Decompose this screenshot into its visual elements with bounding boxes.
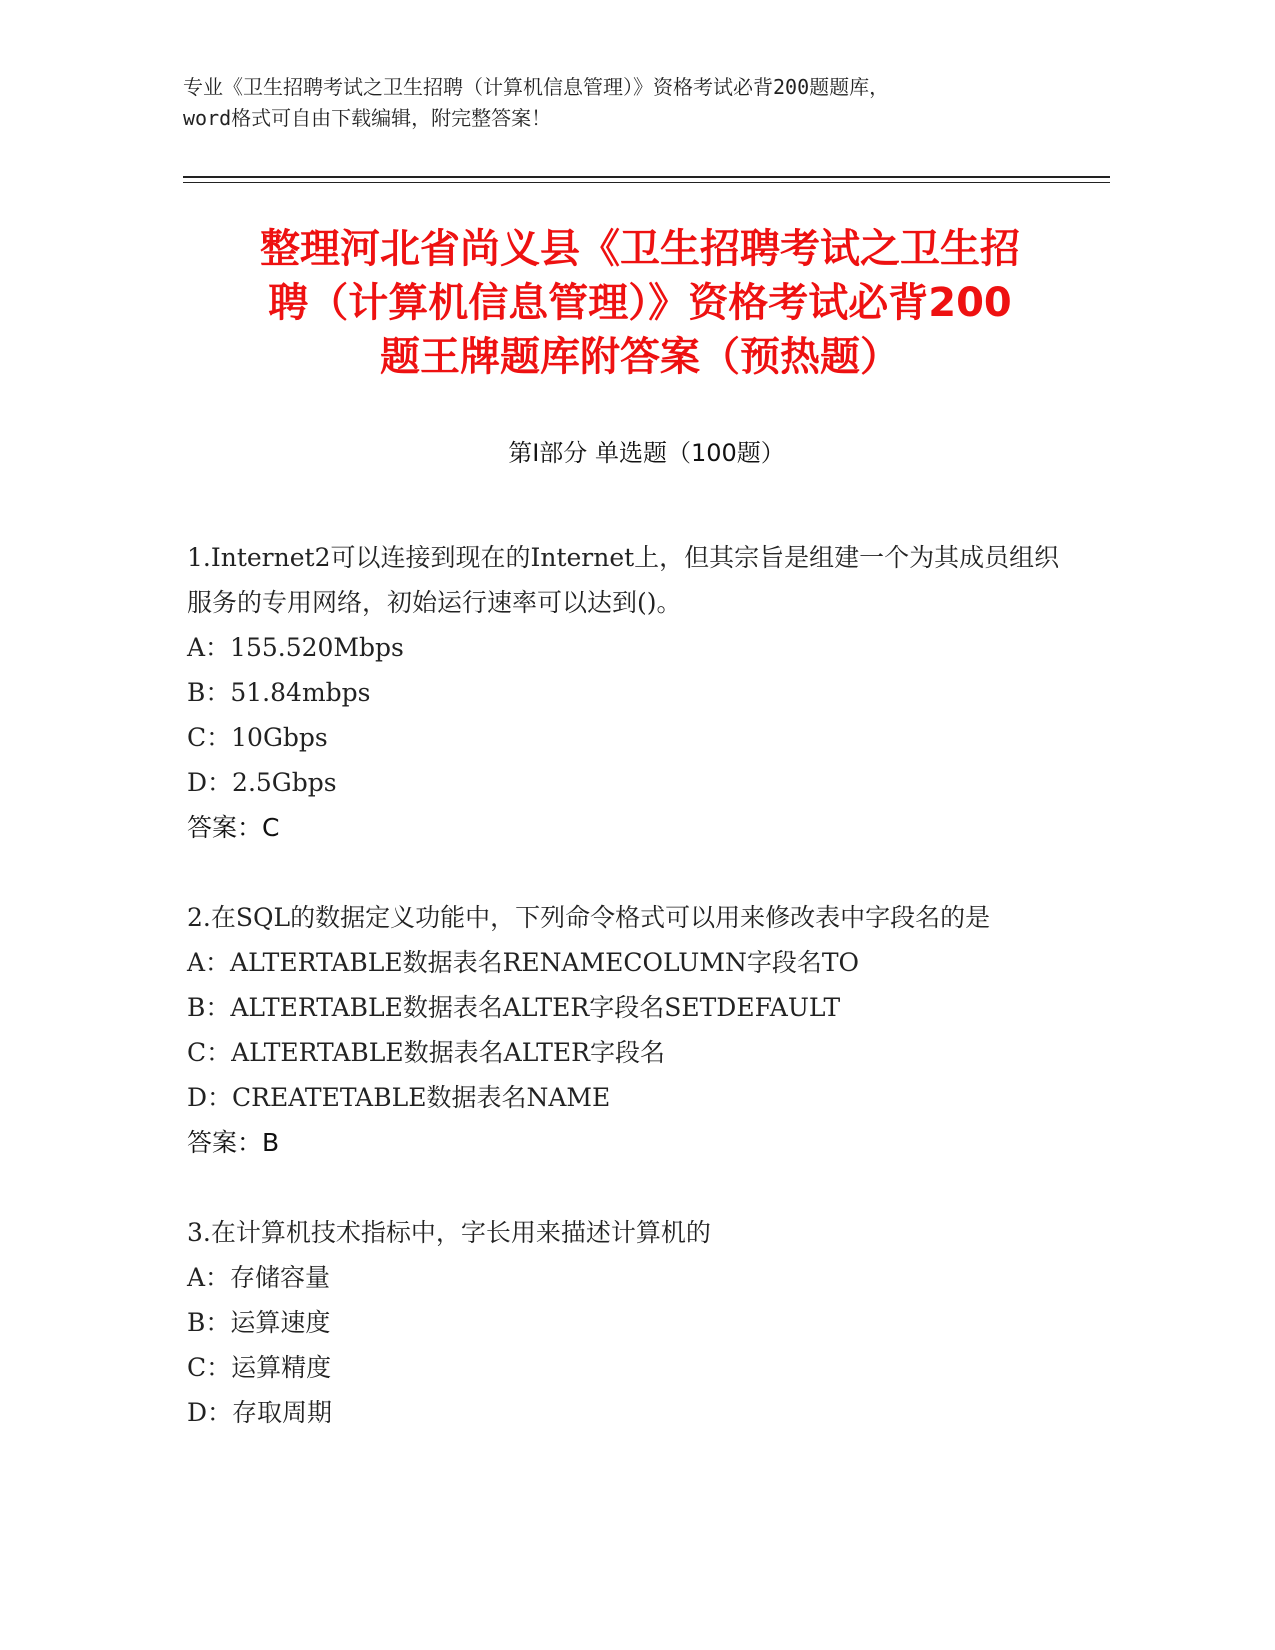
- title-line-2: 聘（计算机信息管理）》资格考试必背200: [268, 280, 1012, 326]
- question-text: 1.Internet2可以连接到现在的Internet上，但其宗旨是组建一个为其成员组织服务的专用网络，初始运行速率可以达到()。: [187, 543, 1060, 617]
- question-text: 3.在计算机技术指标中，字长用来描述计算机的: [187, 1218, 711, 1247]
- answer: 答案：C: [187, 813, 280, 842]
- question-1: [187, 535, 1067, 850]
- document-title: [190, 222, 1090, 384]
- question-text: 2.在SQL的数据定义功能中，下列命令格式可以用来修改表中字段名的是: [187, 903, 991, 932]
- answer: 答案：B: [187, 1128, 280, 1157]
- header-divider-thick: [183, 176, 1110, 178]
- option-a: A：ALTERTABLE数据表名RENAMECOLUMN字段名TO: [187, 948, 859, 977]
- option-b: B：ALTERTABLE数据表名ALTER字段名SETDEFAULT: [187, 993, 841, 1022]
- title-line-3: 题王牌题库附答案（预热题）: [380, 334, 900, 380]
- question-2: [187, 895, 1067, 1165]
- header-note-line-2: word格式可自由下载编辑，附完整答案！: [183, 106, 552, 130]
- option-d: D：存取周期: [187, 1398, 333, 1427]
- option-c: C：ALTERTABLE数据表名ALTER字段名: [187, 1038, 666, 1067]
- question-list: [187, 535, 1067, 1480]
- header-divider-thin: [183, 182, 1110, 183]
- option-b: B：51.84mbps: [187, 678, 371, 707]
- option-a: A：存储容量: [187, 1263, 331, 1292]
- option-a: A：155.520Mbps: [187, 633, 404, 662]
- option-c: C：10Gbps: [187, 723, 328, 752]
- document-header-note: [183, 72, 1103, 134]
- section-title: 第Ⅰ部分 单选题（100题）: [508, 439, 785, 467]
- option-d: D：CREATETABLE数据表名NAME: [187, 1083, 611, 1112]
- question-3: [187, 1210, 1067, 1435]
- option-d: D：2.5Gbps: [187, 768, 337, 797]
- option-b: B：运算速度: [187, 1308, 331, 1337]
- option-c: C：运算精度: [187, 1353, 332, 1382]
- header-note-line-1: 专业《卫生招聘考试之卫生招聘（计算机信息管理）》资格考试必背200题题库，: [183, 75, 890, 99]
- title-line-1: 整理河北省尚义县《卫生招聘考试之卫生招: [260, 226, 1020, 272]
